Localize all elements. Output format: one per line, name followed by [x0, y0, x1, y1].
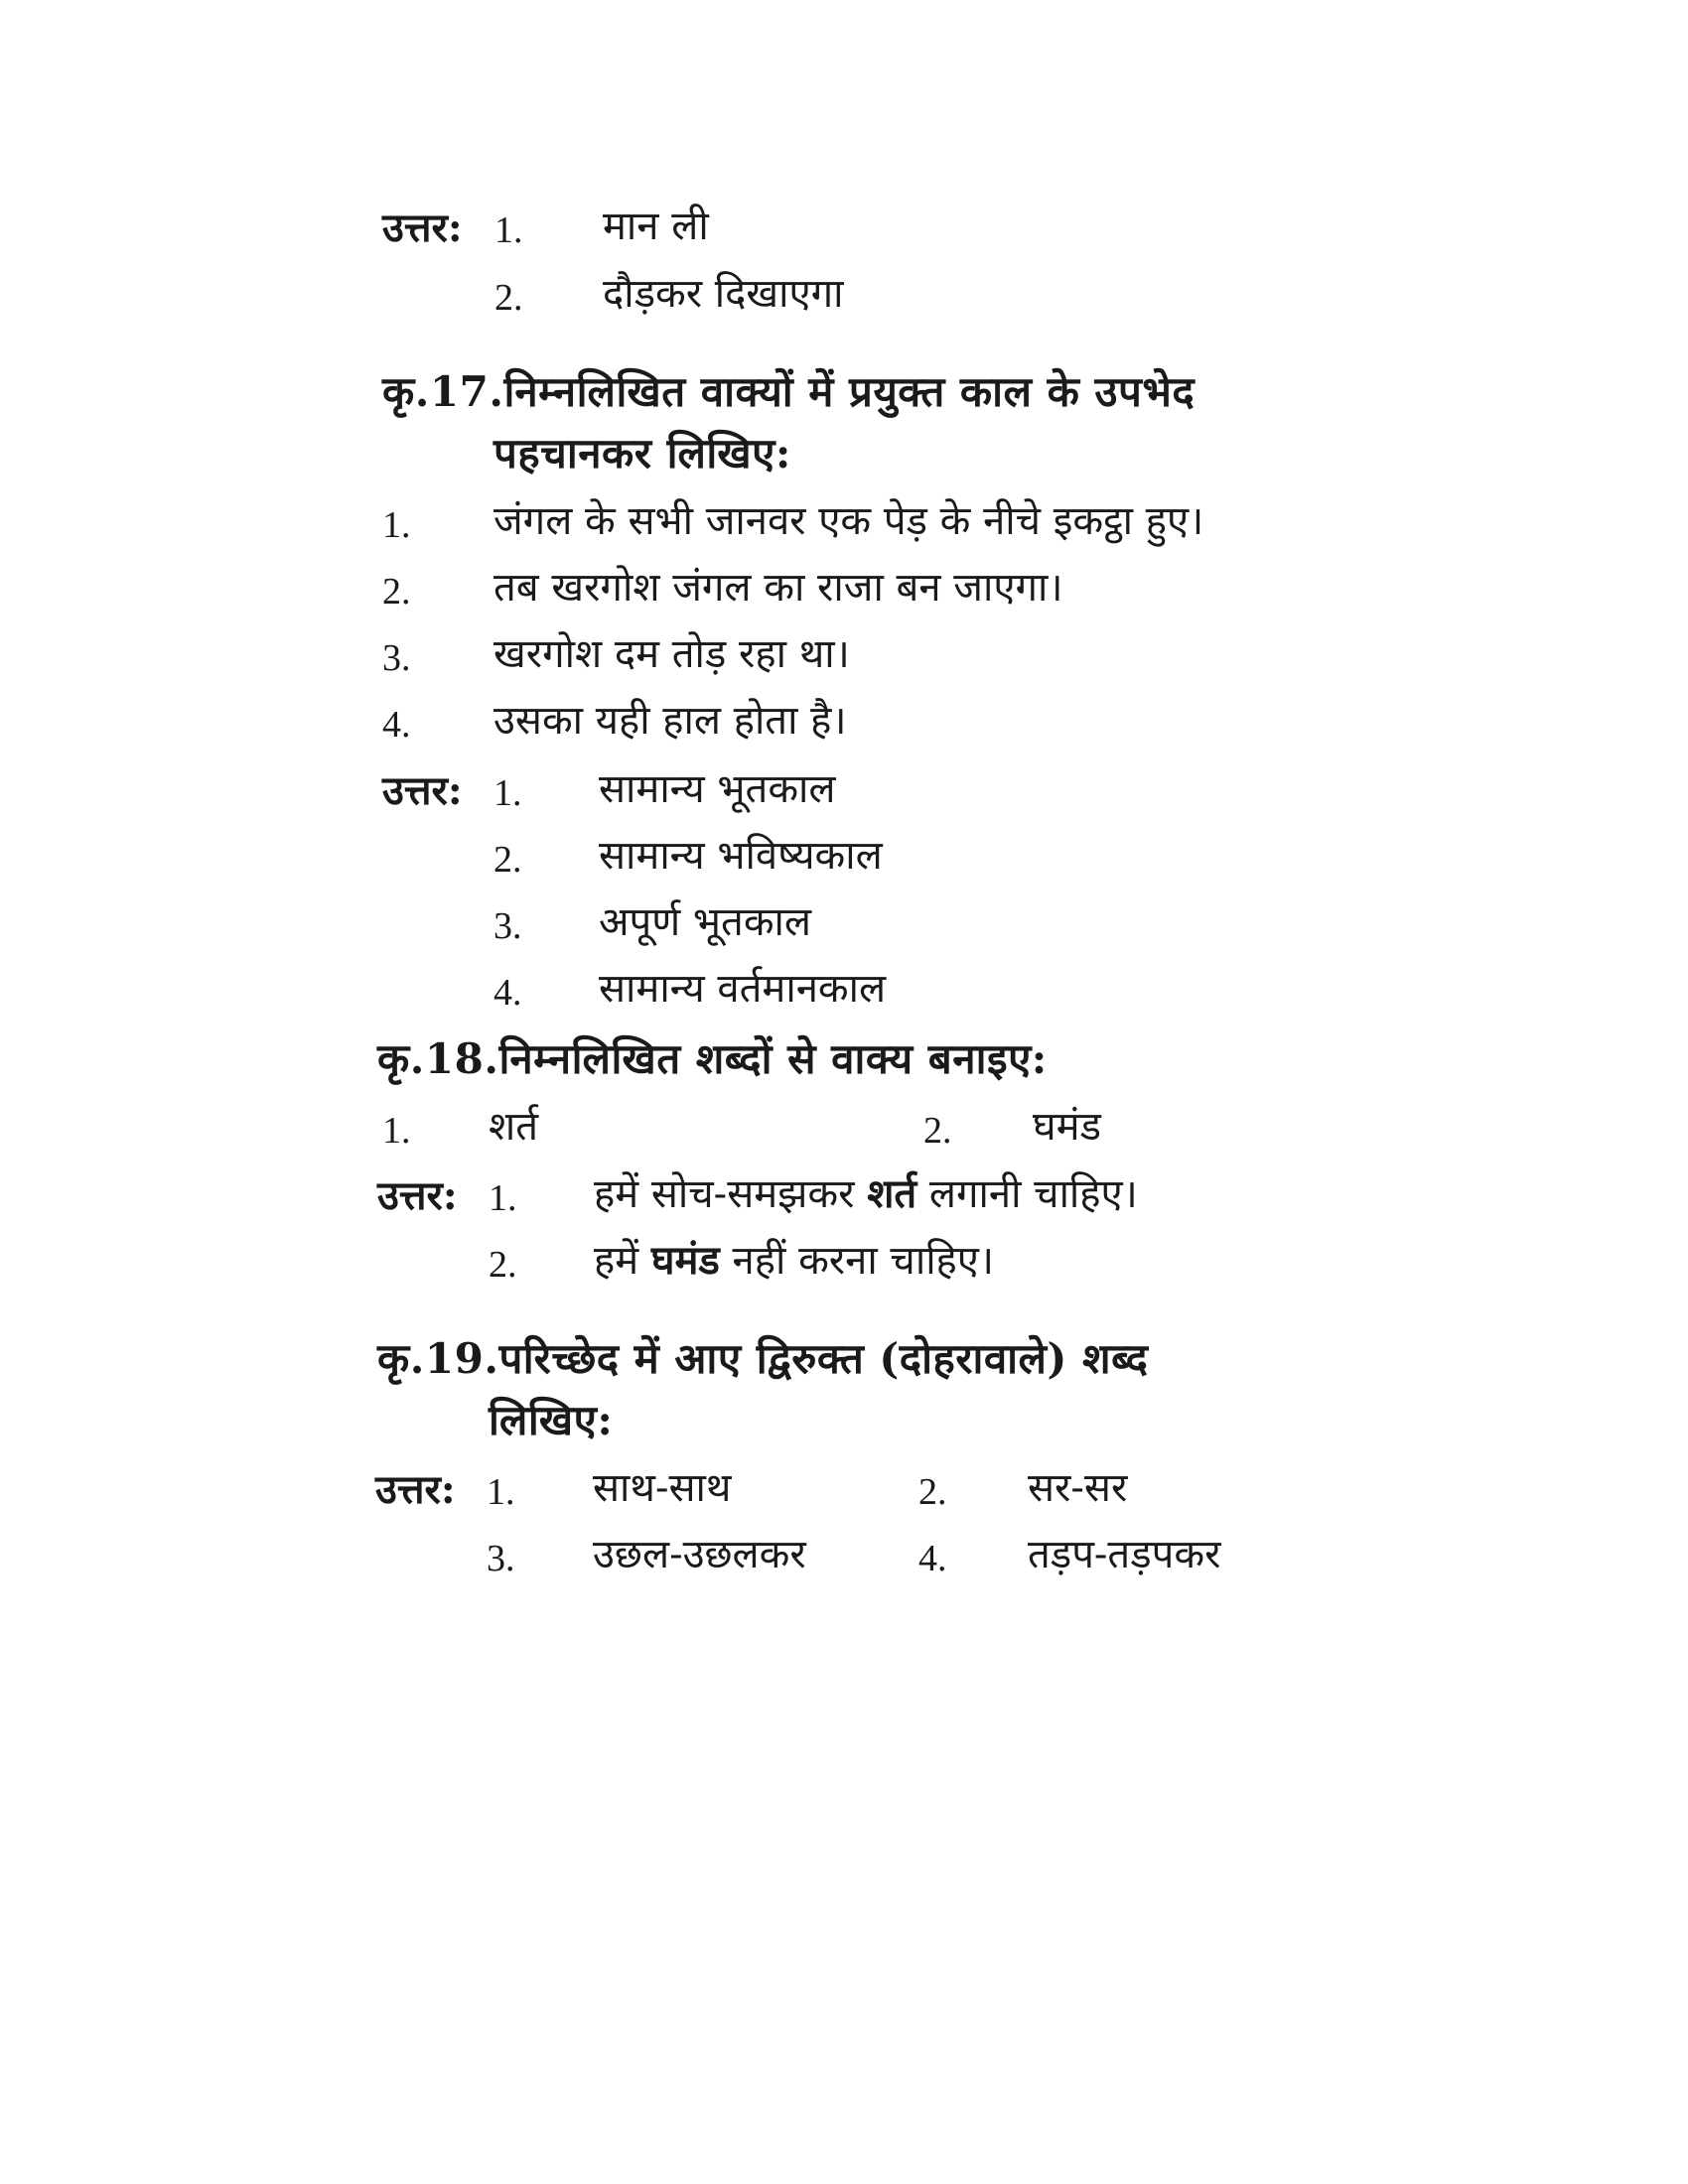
highlighted-word: शर्त	[867, 1170, 917, 1217]
question-item-text: जंगल के सभी जानवर एक पेड़ के नीचे इकट्ठा हुए।	[493, 498, 1204, 544]
question-19-title: कृ.19.परिच्छेद में आए द्विरुक्त (दोहरावाले) शब्द	[377, 1334, 1149, 1383]
question-17-title-cont: पहचानकर लिखिए:	[493, 429, 791, 478]
answer-text: सामान्य भविष्यकाल	[599, 833, 883, 879]
answer-number: 2.	[494, 277, 523, 319]
answer-text: सर-सर	[1028, 1465, 1128, 1511]
answer-text: साथ-साथ	[593, 1465, 732, 1511]
answer-text: दौड़कर दिखाएगा	[603, 271, 844, 317]
question-item-text: तब खरगोश जंगल का राजा बन जाएगा।	[493, 565, 1063, 611]
answer-sentence: हमें घमंड नहीं करना चाहिए।	[594, 1237, 995, 1284]
answer-label: उत्तर:	[375, 1466, 456, 1513]
answer-number: 3.	[493, 905, 522, 947]
answer-number: 4.	[918, 1538, 947, 1579]
answer-text: तड़प-तड़पकर	[1028, 1532, 1221, 1577]
question-item-number: 3.	[382, 637, 411, 679]
answer-label: उत्तर:	[382, 205, 463, 251]
answer-text: अपूर्ण भूतकाल	[599, 899, 812, 945]
answer-label: उत्तर:	[377, 1172, 458, 1219]
answer-number: 4.	[493, 972, 522, 1014]
answer-number: 2.	[489, 1244, 517, 1286]
question-item-text: खरगोश दम तोड़ रहा था।	[493, 631, 850, 677]
question-item-number: 2.	[382, 571, 411, 613]
word-number: 2.	[923, 1110, 952, 1152]
answer-number: 3.	[487, 1538, 515, 1579]
answer-text: सामान्य वर्तमानकाल	[599, 966, 887, 1012]
highlighted-word: घमंड	[650, 1237, 720, 1284]
answer-sentence: हमें सोच-समझकर शर्त लगानी चाहिए।	[594, 1170, 1138, 1217]
answer-number: 1.	[489, 1177, 517, 1219]
answer-number: 1.	[493, 772, 522, 814]
answer-label: उत्तर:	[382, 767, 463, 814]
question-item-number: 1.	[382, 504, 411, 546]
question-17-title: कृ.17.निम्नलिखित वाक्यों में प्रयुक्त काल के उपभेद	[382, 367, 1196, 416]
answer-text: सामान्य भूतकाल	[599, 766, 836, 812]
answer-number: 2.	[918, 1471, 947, 1513]
answer-number: 1.	[487, 1471, 515, 1513]
question-18-title: कृ.18.निम्नलिखित शब्दों से वाक्य बनाइए:	[377, 1034, 1048, 1083]
word-number: 1.	[382, 1110, 411, 1152]
answer-text: मान ली	[603, 204, 709, 249]
question-item-text: उसका यही हाल होता है।	[493, 698, 847, 744]
answer-text: उछल-उछलकर	[593, 1532, 806, 1577]
word-text: शर्त	[489, 1104, 538, 1150]
answer-number: 2.	[493, 839, 522, 881]
word-text: घमंड	[1033, 1104, 1101, 1150]
answer-number: 1.	[494, 209, 523, 251]
question-item-number: 4.	[382, 704, 411, 746]
question-19-title-cont: लिखिए:	[489, 1396, 614, 1444]
